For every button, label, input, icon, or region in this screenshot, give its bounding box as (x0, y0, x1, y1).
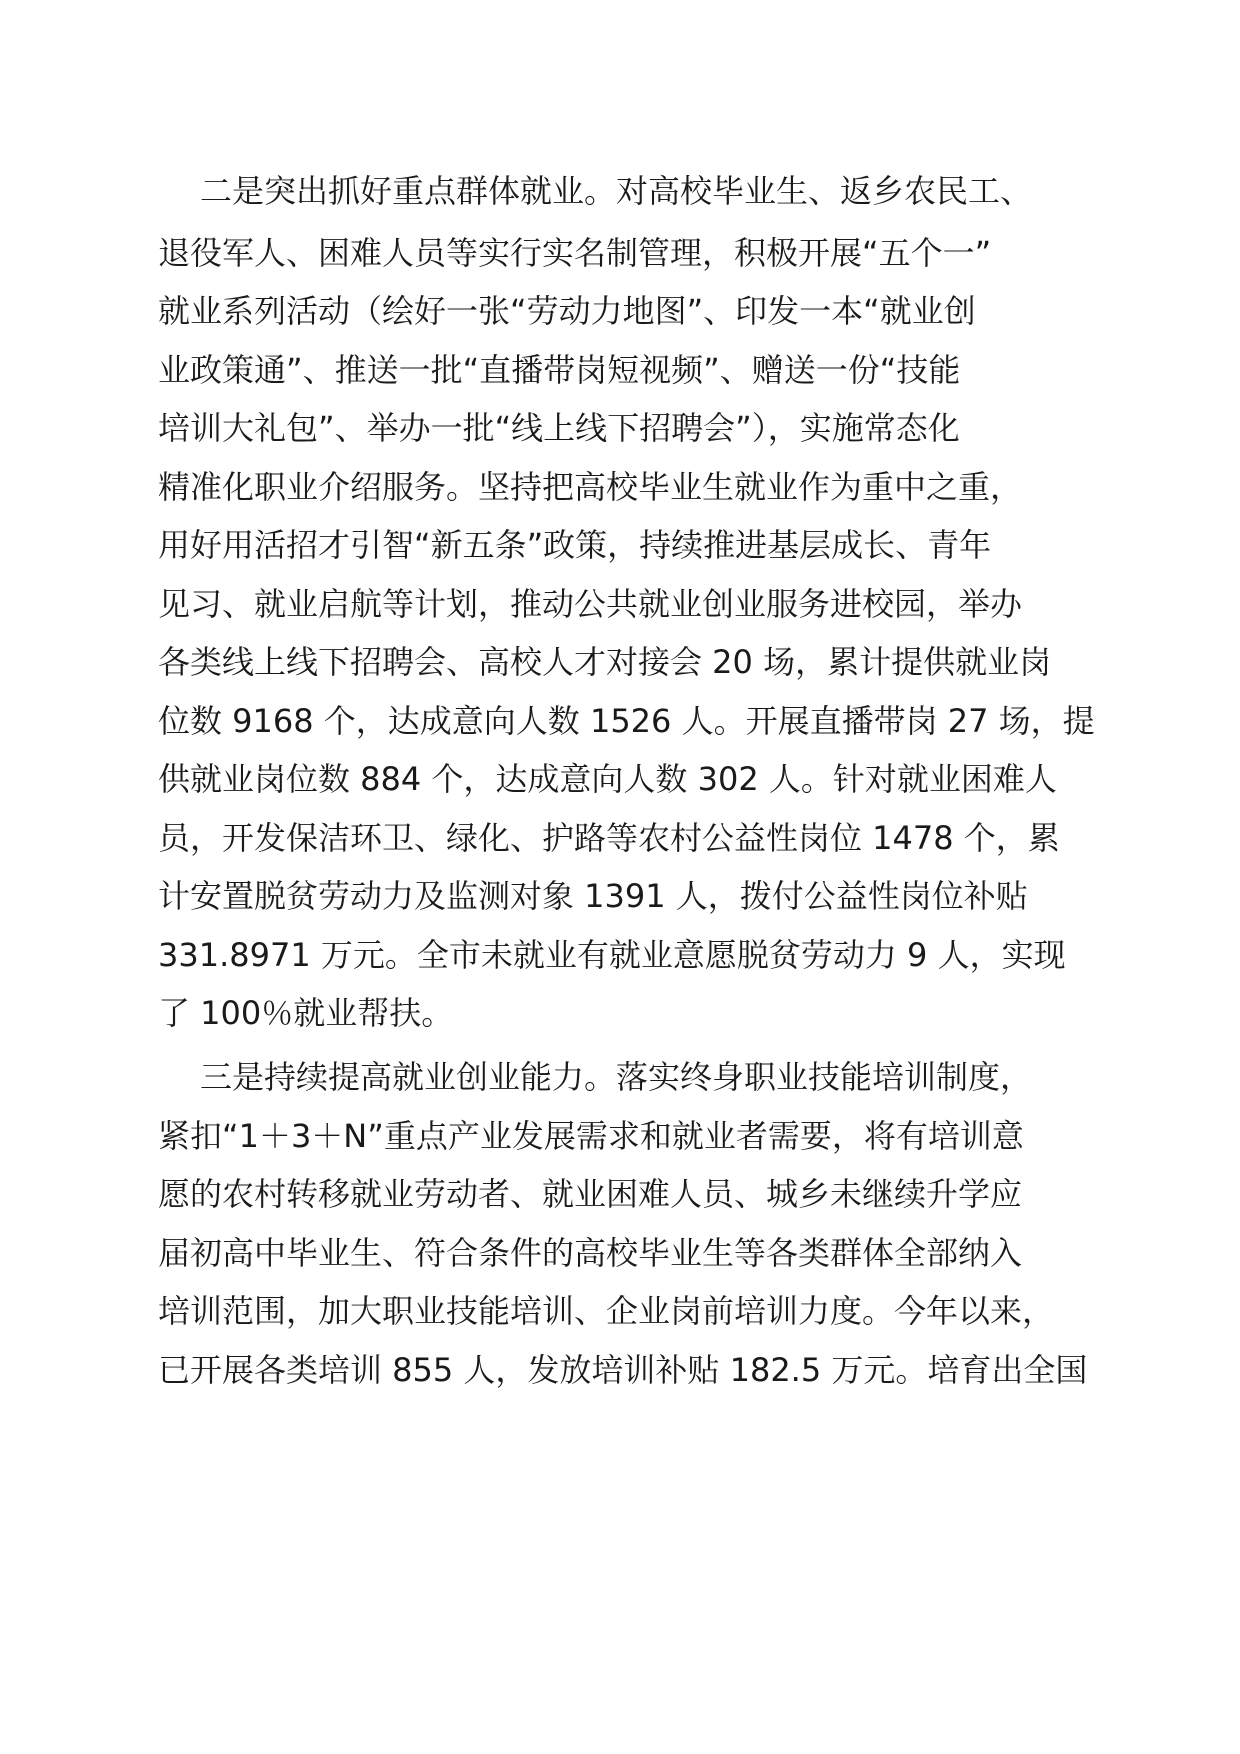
paragraph-1-line-15: 了 100％就业帮扶。 (158, 994, 454, 1032)
paragraph-1-line-6: 精准化职业介绍服务。坚持把高校毕业生就业作为重中之重， (158, 468, 1023, 506)
paragraph-2-line-6: 已开展各类培训 855 人，发放培训补贴 182.5 万元。培育出全国 (158, 1351, 1088, 1389)
paragraph-1-line-4: 业政策通”、推送一批“直播带岗短视频”、赠送一份“技能 (158, 351, 961, 389)
paragraph-2-line-5: 培训范围，加大职业技能培训、企业岗前培训力度。今年以来， (158, 1292, 1055, 1330)
paragraph-1-line-13: 计安置脱贫劳动力及监测对象 1391 人，拨付公益性岗位补贴 (158, 877, 1028, 915)
paragraph-2-line-4: 届初高中毕业生、符合条件的高校毕业生等各类群体全部纳入 (158, 1234, 1023, 1272)
paragraph-2-line-1: 三是持续提高就业创业能力。落实终身职业技能培训制度， (200, 1058, 1033, 1096)
paragraph-1-line-9: 各类线上线下招聘会、高校人才对接会 20 场，累计提供就业岗 (158, 643, 1052, 681)
paragraph-1-line-2: 退役军人、困难人员等实行实名制管理，积极开展“五个一” (158, 234, 992, 272)
paragraph-1-line-5: 培训大礼包”、举办一批“线上线下招聘会”），实施常态化 (158, 409, 960, 447)
paragraph-1-line-7: 用好用活招才引智“新五条”政策，持续推进基层成长、青年 (158, 526, 992, 564)
paragraph-1-line-8: 见习、就业启航等计划，推动公共就业创业服务进校园，举办 (158, 585, 1023, 623)
paragraph-1-line-1: 二是突出抓好重点群体就业。对高校毕业生、返乡农民工、 (200, 172, 1033, 210)
paragraph-1-line-3: 就业系列活动（绘好一张“劳动力地图”、印发一本“就业创 (158, 292, 976, 330)
paragraph-1-line-14: 331.8971 万元。全市未就业有就业意愿脱贫劳动力 9 人，实现 (158, 936, 1066, 974)
paragraph-1-line-12: 员，开发保洁环卫、绿化、护路等农村公益性岗位 1478 个，累 (158, 819, 1060, 857)
paragraph-1-line-11: 供就业岗位数 884 个，达成意向人数 302 人。针对就业困难人 (158, 760, 1057, 798)
paragraph-2-line-3: 愿的农村转移就业劳动者、就业困难人员、城乡未继续升学应 (158, 1175, 1023, 1213)
paragraph-1-line-10: 位数 9168 个，达成意向人数 1526 人。开展直播带岗 27 场，提 (158, 702, 1095, 740)
paragraph-2-line-2: 紧扣“1＋3＋N”重点产业发展需求和就业者需要，将有培训意 (158, 1117, 1024, 1155)
